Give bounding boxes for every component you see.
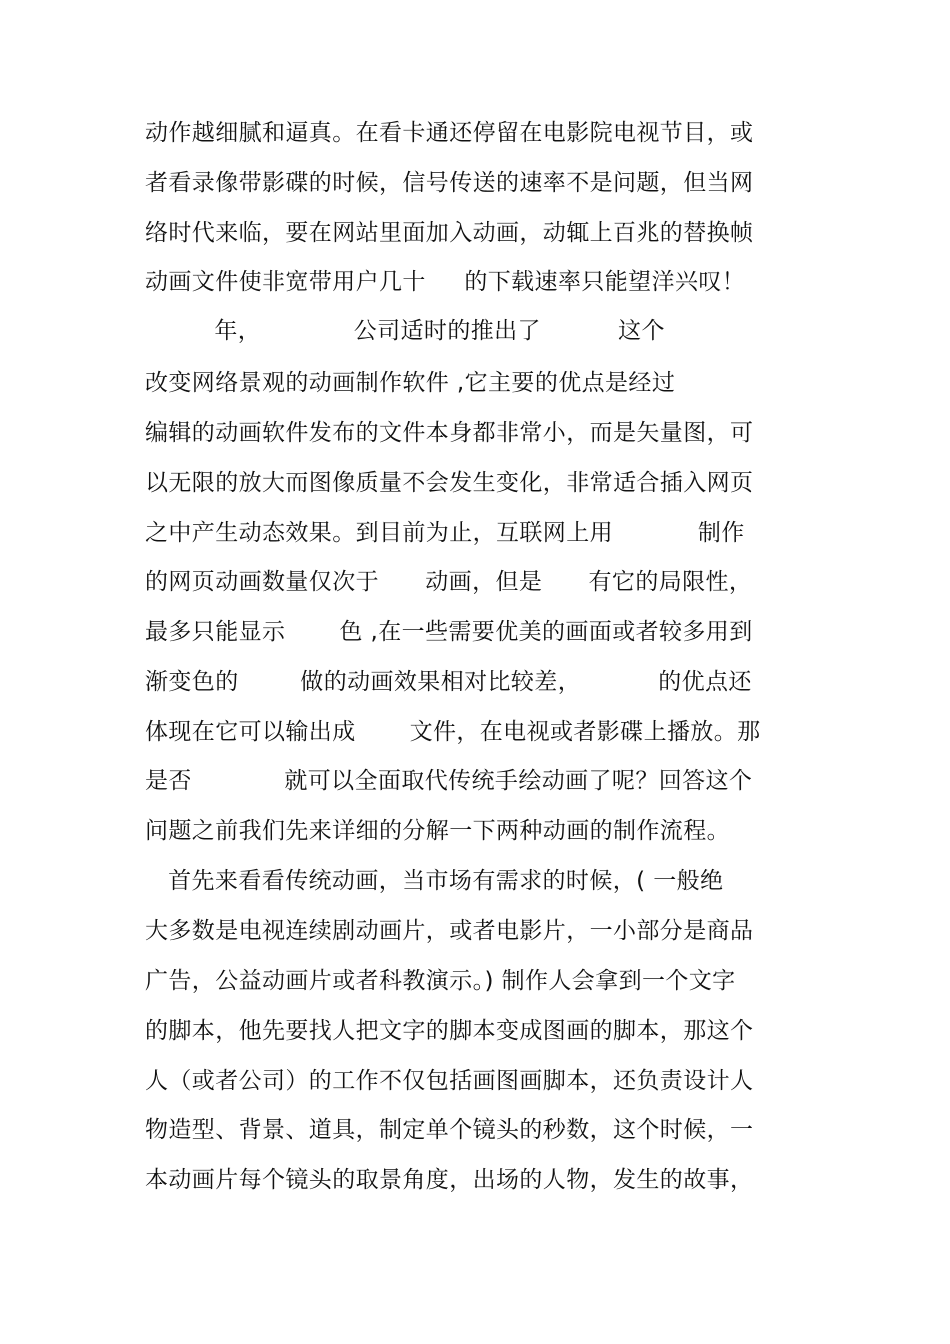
text-line: 的网页动画数量仅次于 动画，但是 有它的局限性， bbox=[145, 569, 753, 595]
text-line: 编辑的动画软件发布的文件本身都非常小，而是矢量图，可 bbox=[145, 420, 754, 446]
text-line: 体现在它可以输出成 文件，在电视或者影碟上播放。那 bbox=[145, 719, 761, 745]
text-line: 以无限的放大而图像质量不会发生变化，非常适合插入网页 bbox=[145, 470, 754, 496]
text-line: 渐变色的 做的动画效果相对比较差， 的优点还 bbox=[145, 669, 752, 695]
text-line: 大多数是电视连续剧动画片，或者电影片，一小部分是商品 bbox=[145, 918, 754, 944]
text-line: 者看录像带影碟的时候，信号传送的速率不是问题，但当网 bbox=[145, 170, 754, 196]
text-line: 本动画片每个镜头的取景角度，出场的人物，发生的故事， bbox=[145, 1167, 754, 1193]
text-line: 络时代来临，要在网站里面加入动画，动辄上百兆的替换帧 bbox=[145, 220, 754, 246]
text-line: 广告，公益动画片或者科教演示。) 制作人会拿到一个文字 bbox=[145, 968, 736, 994]
text-line: 首先来看看传统动画，当市场有需求的时候，( 一般绝 bbox=[145, 868, 724, 894]
text-line: 是否 就可以全面取代传统手绘动画了呢？回答这个 bbox=[145, 768, 753, 794]
text-line: 人（或者公司）的工作不仅包括画图画脚本，还负责设计人 bbox=[145, 1068, 754, 1094]
text-line: 改变网络景观的动画制作软件 ,它主要的优点是经过 bbox=[145, 370, 676, 396]
text-line: 动画文件使非宽带用户几十 的下载速率只能望洋兴叹！ bbox=[145, 269, 746, 295]
text-line: 问题之前我们先来详细的分解一下两种动画的制作流程。 bbox=[145, 818, 730, 844]
text-line: 动作越细腻和逼真。在看卡通还停留在电影院电视节目，或 bbox=[145, 120, 754, 146]
text-line: 之中产生动态效果。到目前为止，互联网上用 制作 bbox=[145, 520, 745, 546]
text-line: 的脚本，他先要找人把文字的脚本变成图画的脚本，那这个 bbox=[145, 1018, 754, 1044]
text-line: 物造型、背景、道具，制定单个镜头的秒数，这个时候，一 bbox=[145, 1117, 754, 1143]
text-line: 年， 公司适时的推出了 这个 bbox=[145, 318, 665, 344]
text-line: 最多只能显示 色 ,在一些需要优美的画面或者较多用到 bbox=[145, 619, 753, 645]
